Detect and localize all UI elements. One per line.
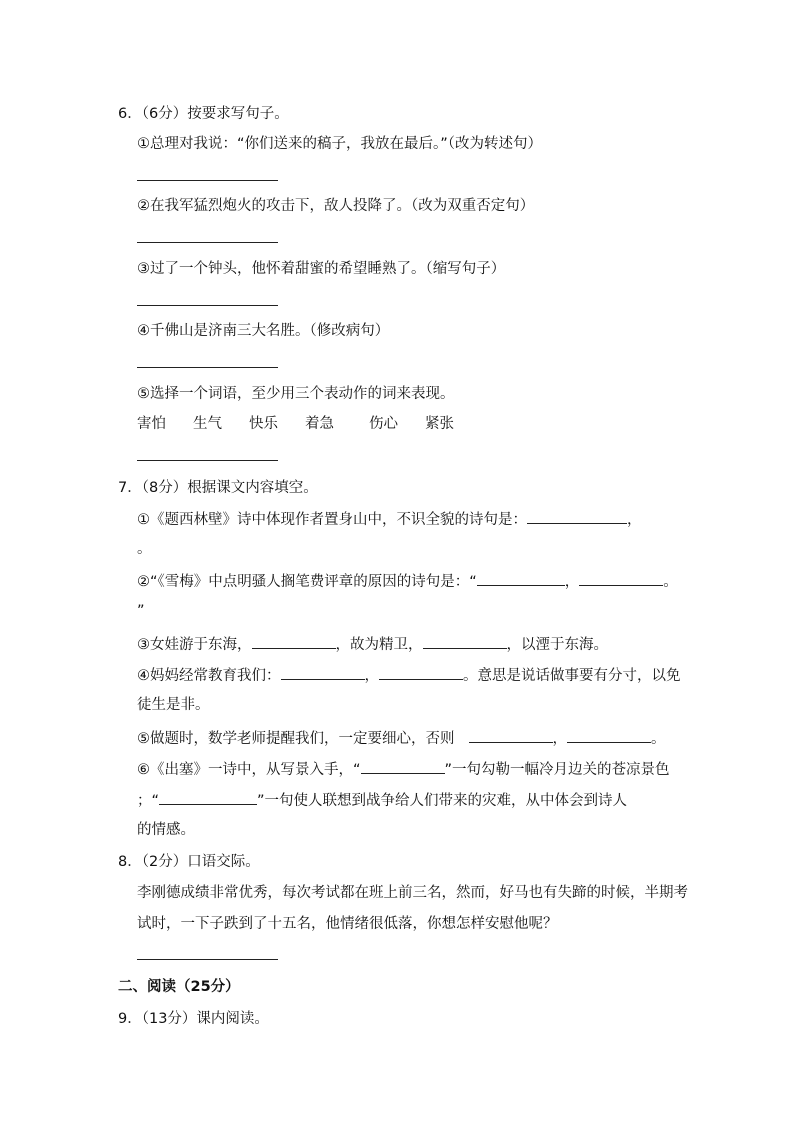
q7-text: ”一句勾勒一幅冷月边关的苍凉景色: [444, 762, 670, 778]
fill-blank[interactable]: [469, 727, 553, 743]
q7-text: ①《题西林壁》诗中体现作者置身山中，不识全貌的诗句是：: [137, 512, 527, 528]
q7-title: 7．（8分）根据课文内容填空。: [118, 480, 318, 496]
fill-blank[interactable]: [252, 633, 336, 649]
word-option: 伤心: [369, 416, 398, 432]
q8-title: 8．（2分）口语交际。: [118, 854, 260, 870]
answer-line[interactable]: [137, 367, 278, 368]
q7-text: 。意思是说话做事要有分寸，以免: [463, 668, 681, 684]
q7-line-6-cont: [137, 789, 627, 811]
q7-line-3: [137, 633, 608, 655]
q7-text: ，: [552, 731, 567, 747]
q6-item-3: ③过了一个钟头，他怀着甜蜜的希望睡熟了。（缩写句子）: [137, 261, 506, 277]
q6-item-4: ④千佛山是济南三大名胜。（修改病句）: [137, 323, 390, 339]
word-option: 紧张: [425, 416, 454, 432]
answer-line[interactable]: [137, 959, 278, 960]
q7-text: 。: [663, 574, 678, 590]
fill-blank[interactable]: [159, 789, 257, 805]
q7-text: ⑤做题时，数学老师提醒我们，一定要细心，否则: [137, 731, 455, 747]
q7-text: ⑥《出塞》一诗中，从写景入手，“: [137, 762, 361, 778]
q9-title: 9．（13分）课内阅读。: [118, 1011, 269, 1027]
q7-text: ，: [627, 512, 642, 528]
q8-paragraph-1: 李刚德成绩非常优秀，每次考试都在班上前三名，然而，好马也有失蹄的时候，半期考: [137, 885, 688, 901]
q7-line-2-cont: ”: [137, 603, 145, 619]
q7-line-1: [137, 508, 642, 530]
q7-text: ，以湮于东海。: [506, 637, 608, 653]
q6-item-1: ①总理对我说：“你们送来的稿子，我放在最后。”（改为转述句）: [137, 136, 543, 152]
fill-blank[interactable]: [281, 664, 365, 680]
q7-line-4: [137, 664, 681, 686]
word-option: 害怕: [137, 416, 166, 432]
word-option: 着急: [305, 416, 334, 432]
section-heading: 二、阅读（25分）: [118, 979, 240, 995]
answer-line[interactable]: [137, 180, 278, 181]
q7-line-4-cont: 徒生是非。: [137, 697, 210, 713]
fill-blank[interactable]: [579, 570, 663, 586]
fill-blank[interactable]: [527, 508, 627, 524]
fill-blank[interactable]: [567, 727, 651, 743]
q7-line-6-end: 的情感。: [137, 822, 195, 838]
fill-blank[interactable]: [379, 664, 463, 680]
fill-blank[interactable]: [423, 633, 507, 649]
q7-text: ②“《雪梅》中点明骚人搁笔费评章的原因的诗句是：“: [137, 574, 477, 590]
answer-line[interactable]: [137, 242, 278, 243]
q7-line-6: [137, 758, 670, 780]
q8-paragraph-2: 试时，一下子跌到了十五名，他情绪很低落，你想怎样安慰他呢？: [137, 916, 558, 932]
q7-text: ④妈妈经常教育我们：: [137, 668, 281, 684]
answer-line[interactable]: [137, 305, 278, 306]
word-option: 快乐: [249, 416, 278, 432]
q7-text: ”一句使人联想到战争给人们带来的灾难，从中体会到诗人: [257, 793, 628, 809]
q7-text: ，故为精卫，: [335, 637, 423, 653]
q7-text: ③女娃游于东海，: [137, 637, 252, 653]
fill-blank[interactable]: [477, 570, 565, 586]
q6-item-5: ⑤选择一个词语，至少用三个表动作的词来表现。: [137, 386, 455, 402]
q7-line-1-cont: 。: [137, 541, 152, 557]
q6-item-2: ②在我军猛烈炮火的攻击下，敌人投降了。（改为双重否定句）: [137, 198, 535, 214]
q7-text: 。: [651, 731, 666, 747]
answer-line[interactable]: [137, 460, 278, 461]
q7-text: ，: [364, 668, 379, 684]
q7-line-2: [137, 570, 678, 592]
q6-title: 6．（6分）按要求写句子。: [118, 106, 289, 122]
fill-blank[interactable]: [361, 758, 445, 774]
word-option: 生气: [193, 416, 222, 432]
q7-text: ；“: [137, 793, 160, 809]
q7-text: ，: [564, 574, 580, 590]
q7-line-5: [137, 727, 666, 749]
